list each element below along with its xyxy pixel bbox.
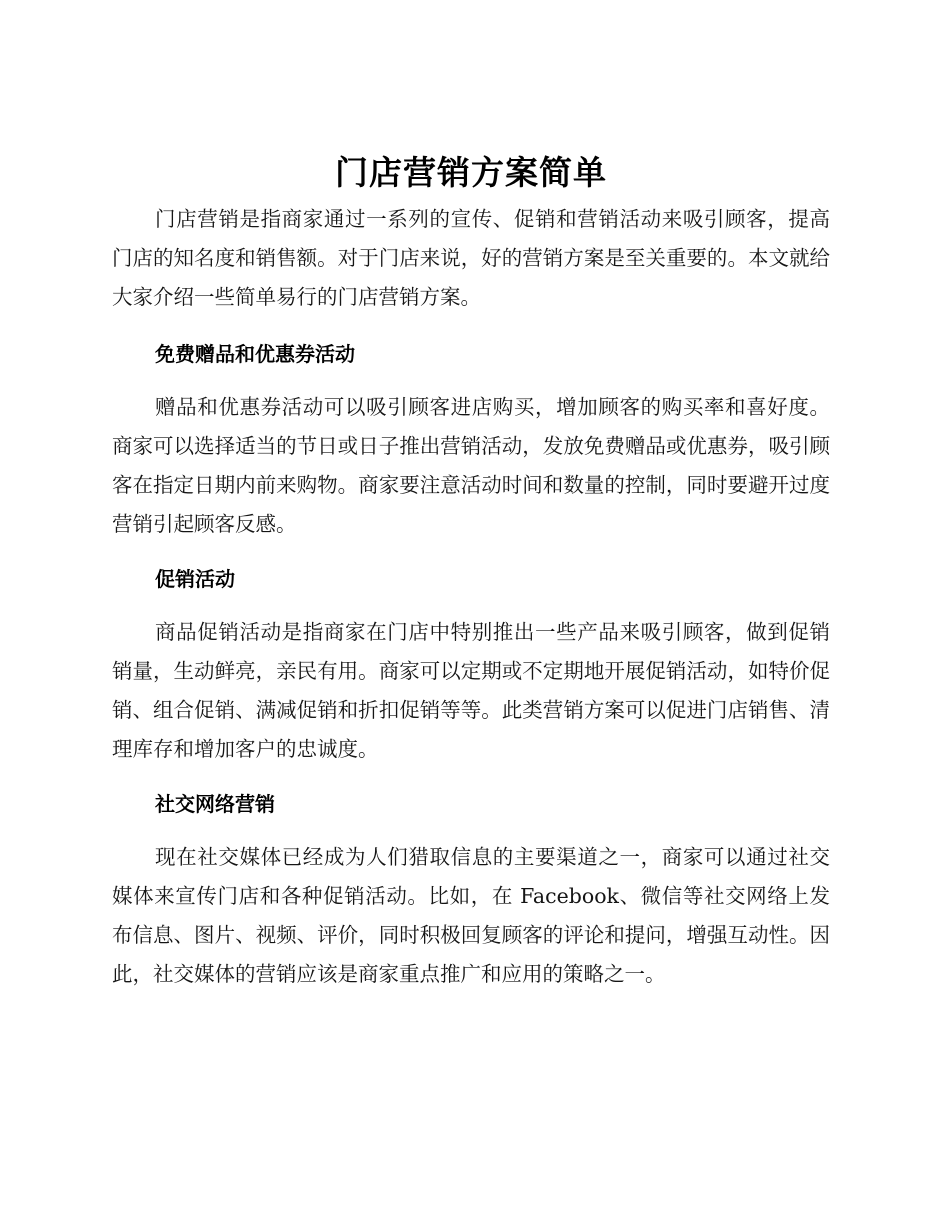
document-body xyxy=(112,150,830,994)
section-paragraph-social-marketing: 现在社交媒体已经成为人们猎取信息的主要渠道之一，商家可以通过社交媒体来宣传门店和各种促销活动。比如，在 Facebook、微信等社交网络上发布信息、图片、视频、评价，同时积极回复顾客的评论和提问，增强互动性。因此，社交媒体的营销应该是商家重点推广和应用的策略之一。 xyxy=(112,845,830,986)
section-heading-promotions: 促销活动 xyxy=(155,567,235,591)
section-heading-social-marketing: 社交网络营销 xyxy=(155,792,275,816)
section-paragraph-promotions: 商品促销活动是指商家在门店中特别推出一些产品来吸引顾客，做到促销销量，生动鲜亮，亲民有用。商家可以定期或不定期地开展促销活动，如特价促销、组合促销、满减促销和折扣促销等等。此类营销方案可以促进门店销售、清理库存和增加客户的忠诚度。 xyxy=(112,620,830,761)
page-title: 门店营销方案简单 xyxy=(335,153,607,192)
section-heading-gifts-coupons: 免费赠品和优惠券活动 xyxy=(155,342,355,366)
intro-paragraph: 门店营销是指商家通过一系列的宣传、促销和营销活动来吸引顾客，提高门店的知名度和销售额。对于门店来说，好的营销方案是至关重要的。本文就给大家介绍一些简单易行的门店营销方案。 xyxy=(112,207,830,309)
section-paragraph-gifts-coupons: 赠品和优惠券活动可以吸引顾客进店购买，增加顾客的购买率和喜好度。商家可以选择适当的节日或日子推出营销活动，发放免费赠品或优惠券，吸引顾客在指定日期内前来购物。商家要注意活动时间和数量的控制，同时要避开过度营销引起顾客反感。 xyxy=(112,395,830,536)
